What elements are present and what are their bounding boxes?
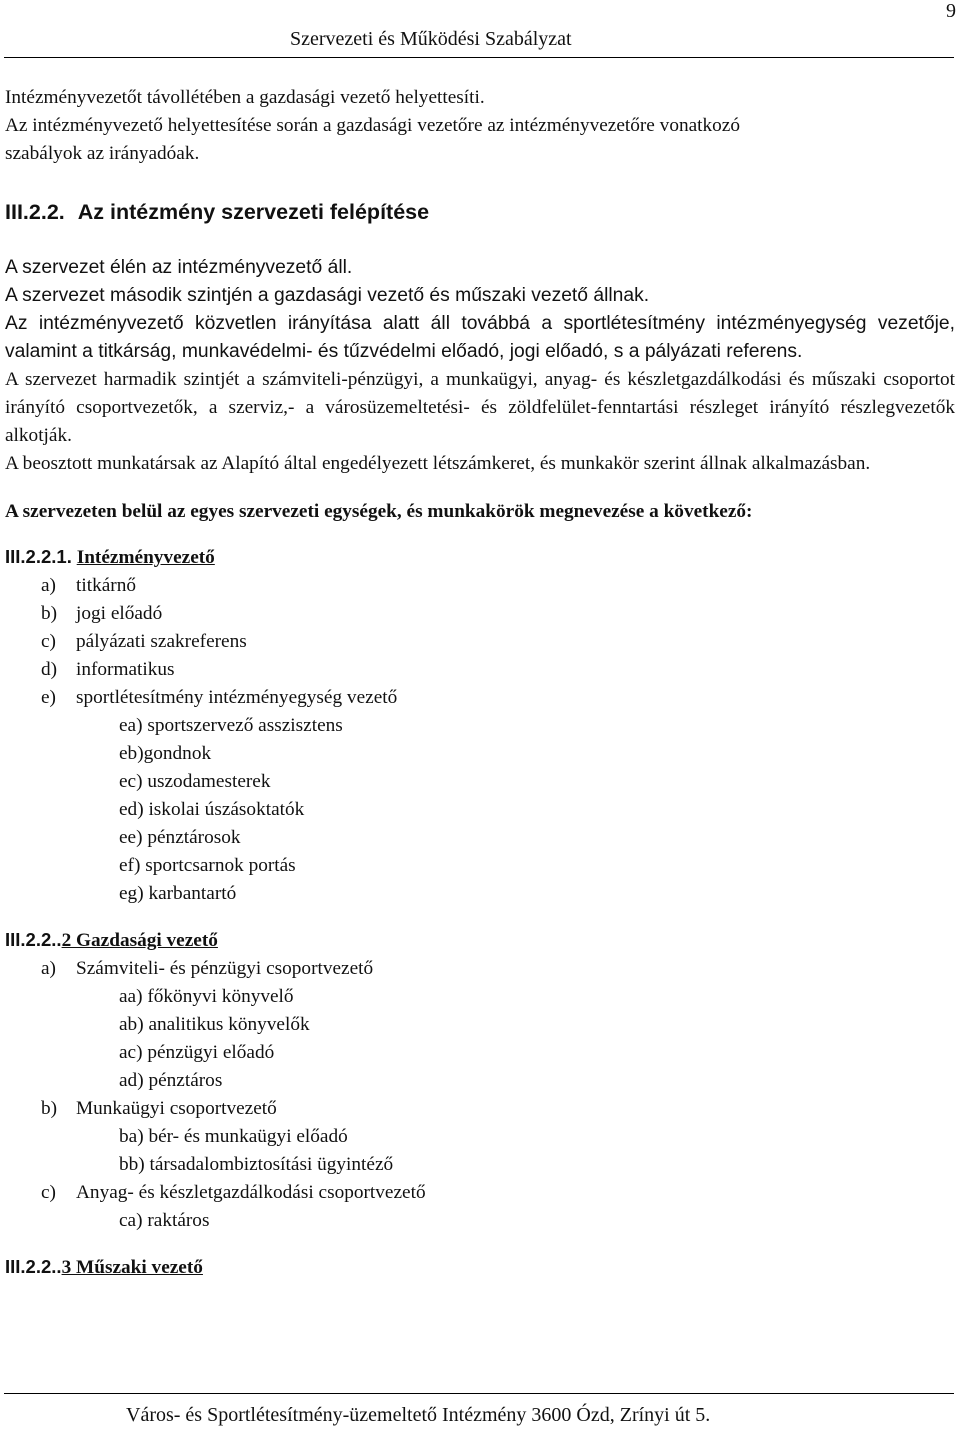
intro-line: Az intézményvezető helyettesítése során a gazdasági vezetőre az intézményvezetőre vonatkozó [5,115,741,136]
page-number: 9 [946,0,956,22]
body-paragraph: A szervezet harmadik szintjét a számviteli-pénzügyi, a munkaügyi, anyag- és készletgazdálkodási és műszaki csoportot irányító csoportvezetők, a szerviz,- a városüzemeltetési- és zöldfelület-fenntartási részleget irányító részlegvezetők alkotják. [5,369,955,446]
list-item: b) jogi előadó [41,603,163,624]
list-subitem: ee) pénztárosok [119,827,241,848]
subsection-title: 3 Műszaki vezető [61,1257,203,1278]
intro-line: szabályok az irányadóak. [5,143,200,164]
subsection-number: III.2.2.. [5,929,62,950]
list-subitem: ac) pénzügyi előadó [119,1042,275,1063]
list-subitem: ba) bér- és munkaügyi előadó [119,1126,348,1147]
list-item: c) Anyag- és készletgazdálkodási csoportvezető [41,1182,426,1203]
list-subitem: eg) karbantartó [119,883,237,904]
list-subitem: ea) sportszervező asszisztens [119,715,343,736]
subsection-heading-2 [5,926,955,955]
running-header: Szervezeti és Működési Szabályzat [290,28,572,50]
section-number: III.2.2. [5,200,65,224]
footer-rule [4,1393,954,1394]
structure-line: A szervezet élén az intézményvezető áll. [5,257,353,278]
subsection-heading-1 [5,543,955,572]
list-subitem: ec) uszodamesterek [119,771,271,792]
list-subitem: ca) raktáros [119,1210,210,1231]
list-subitem: aa) főkönyvi könyvelő [119,986,294,1007]
list-item: d) informatikus [41,659,175,680]
intro-line: Intézményvezetőt távollétében a gazdasági vezető helyettesíti. [5,87,485,108]
list-item: a) Számviteli- és pénzügyi csoportvezető [41,958,374,979]
structure-paragraph: Az intézményvezető közvetlen irányítása alatt áll továbbá a sportlétesítmény intézményegység vezetője, valamint a titkárság, munkavédelmi- és tűzvédelmi előadó, jogi előadó, s a pályázati referens. [5,313,955,362]
list-item: a) titkárnő [41,575,136,596]
subsection-title: 2 Gazdasági vezető [61,930,218,951]
list-item: b) Munkaügyi csoportvezető [41,1098,277,1119]
list-item: e) sportlétesítmény intézményegység vezető [41,687,398,708]
list-subitem: eb)gondnok [119,743,212,764]
list-subitem: bb) társadalombiztosítási ügyintéző [119,1154,394,1175]
subsection-title: Intézményvezető [76,547,215,568]
running-footer: Város- és Sportlétesítmény-üzemeltető Intézmény 3600 Ózd, Zrínyi út 5. [126,1404,711,1426]
structure-line: A szervezet második szintjén a gazdasági vezető és műszaki vezető állnak. [5,285,650,306]
units-statement: A szervezeten belül az egyes szervezeti egységek, és munkakörök megnevezése a következő: [5,501,753,522]
subsection-number: III.2.2.1. [5,546,72,567]
subsection-number: III.2.2.. [5,1256,62,1277]
list-subitem: ad) pénztáros [119,1070,223,1091]
subsection-heading-3 [5,1253,955,1282]
section-heading [5,197,955,227]
body-paragraph: A beosztott munkatársak az Alapító által engedélyezett létszámkeret, és munkakör szerint állnak alkalmazásban. [5,453,871,474]
page-body [5,84,955,1282]
list-subitem: ab) analitikus könyvelők [119,1014,310,1035]
list-subitem: ef) sportcsarnok portás [119,855,296,876]
list-subitem: ed) iskolai úszásoktatók [119,799,305,820]
header-rule [4,57,954,58]
list-item: c) pályázati szakreferens [41,631,247,652]
section-title: Az intézmény szervezeti felépítése [77,200,430,224]
